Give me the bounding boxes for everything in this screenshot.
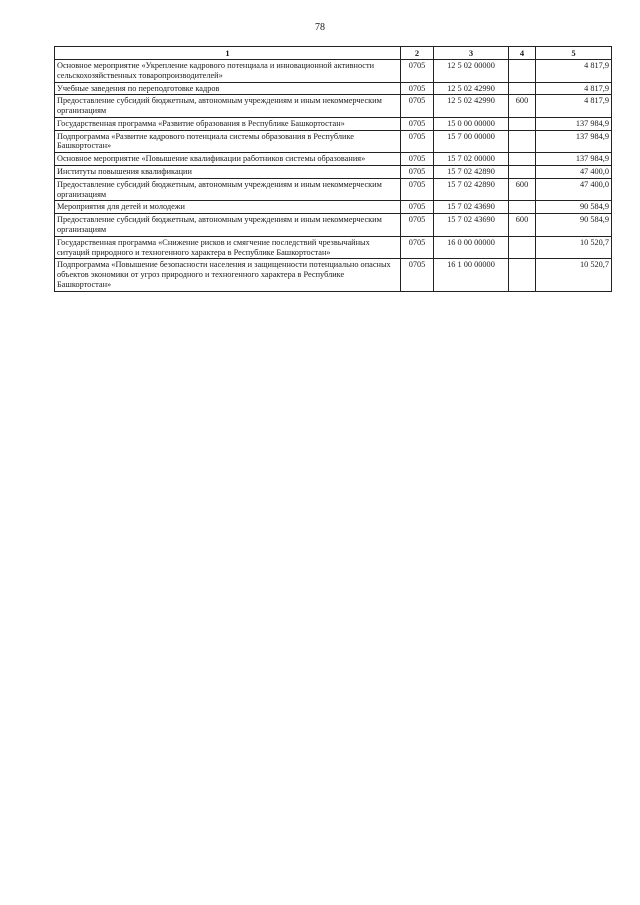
cell-section: 0705: [401, 117, 434, 130]
cell-section: 0705: [401, 82, 434, 95]
cell-type: 600: [509, 214, 536, 237]
cell-code: 12 5 02 42990: [434, 95, 509, 118]
table-row: [55, 117, 612, 130]
table-row: [55, 153, 612, 166]
table-row: [55, 166, 612, 179]
cell-sum: 4 817,9: [536, 60, 612, 83]
cell-name: Предоставление субсидий бюджетным, автономным учреждениям и иным некоммерческим организациям: [55, 178, 401, 201]
table-header-row: [55, 47, 612, 60]
cell-section: 0705: [401, 166, 434, 179]
cell-code: 16 0 00 00000: [434, 236, 509, 259]
cell-sum: 137 984,9: [536, 130, 612, 153]
cell-section: 0705: [401, 95, 434, 118]
cell-code: 15 7 00 00000: [434, 130, 509, 153]
cell-code: 15 7 02 42890: [434, 166, 509, 179]
cell-section: 0705: [401, 236, 434, 259]
cell-type: 600: [509, 95, 536, 118]
table-row: [55, 259, 612, 291]
cell-section: 0705: [401, 214, 434, 237]
cell-code: 16 1 00 00000: [434, 259, 509, 291]
cell-code: 15 7 02 43690: [434, 201, 509, 214]
cell-sum: 90 584,9: [536, 214, 612, 237]
cell-type: [509, 82, 536, 95]
cell-type: [509, 259, 536, 291]
cell-code: 12 5 02 42990: [434, 82, 509, 95]
table-row: [55, 60, 612, 83]
cell-name: Основное мероприятие «Укрепление кадрового потенциала и инновационной активности сельскохозяйственных товаропроизводителей»: [55, 60, 401, 83]
cell-type: [509, 117, 536, 130]
cell-name: Государственная программа «Развитие образования в Республике Башкортостан»: [55, 117, 401, 130]
cell-sum: 47 400,0: [536, 166, 612, 179]
table-row: [55, 178, 612, 201]
cell-name: Предоставление субсидий бюджетным, автономным учреждениям и иным некоммерческим организациям: [55, 214, 401, 237]
cell-sum: 10 520,7: [536, 236, 612, 259]
header-col-type: 4: [509, 47, 536, 60]
table-row: [55, 214, 612, 237]
cell-name: Подпрограмма «Повышение безопасности населения и защищенности потенциально опасных объектов экономики от угроз природного и техногенного характера в Республике Башкортостан»: [55, 259, 401, 291]
cell-section: 0705: [401, 178, 434, 201]
cell-code: 12 5 02 00000: [434, 60, 509, 83]
cell-name: Институты повышения квалификации: [55, 166, 401, 179]
cell-name: Основное мероприятие «Повышение квалификации работников системы образования»: [55, 153, 401, 166]
cell-section: 0705: [401, 60, 434, 83]
cell-section: 0705: [401, 259, 434, 291]
cell-sum: 10 520,7: [536, 259, 612, 291]
cell-type: [509, 166, 536, 179]
cell-code: 15 7 02 00000: [434, 153, 509, 166]
header-col-section: 2: [401, 47, 434, 60]
cell-type: [509, 153, 536, 166]
cell-type: 600: [509, 178, 536, 201]
header-col-name: 1: [55, 47, 401, 60]
table-row: [55, 201, 612, 214]
cell-sum: 47 400,0: [536, 178, 612, 201]
cell-name: Государственная программа «Снижение рисков и смягчение последствий чрезвычайных ситуаций природного и техногенного характера в Республике Башкортостан»: [55, 236, 401, 259]
cell-sum: 90 584,9: [536, 201, 612, 214]
cell-sum: 137 984,9: [536, 153, 612, 166]
cell-sum: 137 984,9: [536, 117, 612, 130]
cell-name: Подпрограмма «Развитие кадрового потенциала системы образования в Республике Башкортостан»: [55, 130, 401, 153]
cell-code: 15 7 02 42890: [434, 178, 509, 201]
cell-type: [509, 60, 536, 83]
cell-type: [509, 236, 536, 259]
cell-code: 15 7 02 43690: [434, 214, 509, 237]
cell-sum: 4 817,9: [536, 95, 612, 118]
cell-code: 15 0 00 00000: [434, 117, 509, 130]
page-number: 78: [315, 22, 325, 33]
table-row: [55, 236, 612, 259]
cell-section: 0705: [401, 153, 434, 166]
cell-sum: 4 817,9: [536, 82, 612, 95]
cell-name: Учебные заведения по переподготовке кадров: [55, 82, 401, 95]
cell-section: 0705: [401, 201, 434, 214]
cell-name: Предоставление субсидий бюджетным, автономным учреждениям и иным некоммерческим организациям: [55, 95, 401, 118]
table-row: [55, 95, 612, 118]
table-row: [55, 82, 612, 95]
cell-section: 0705: [401, 130, 434, 153]
table-row: [55, 130, 612, 153]
budget-table: [54, 46, 612, 292]
cell-name: Мероприятия для детей и молодежи: [55, 201, 401, 214]
cell-type: [509, 130, 536, 153]
header-col-sum: 5: [536, 47, 612, 60]
cell-type: [509, 201, 536, 214]
header-col-code: 3: [434, 47, 509, 60]
